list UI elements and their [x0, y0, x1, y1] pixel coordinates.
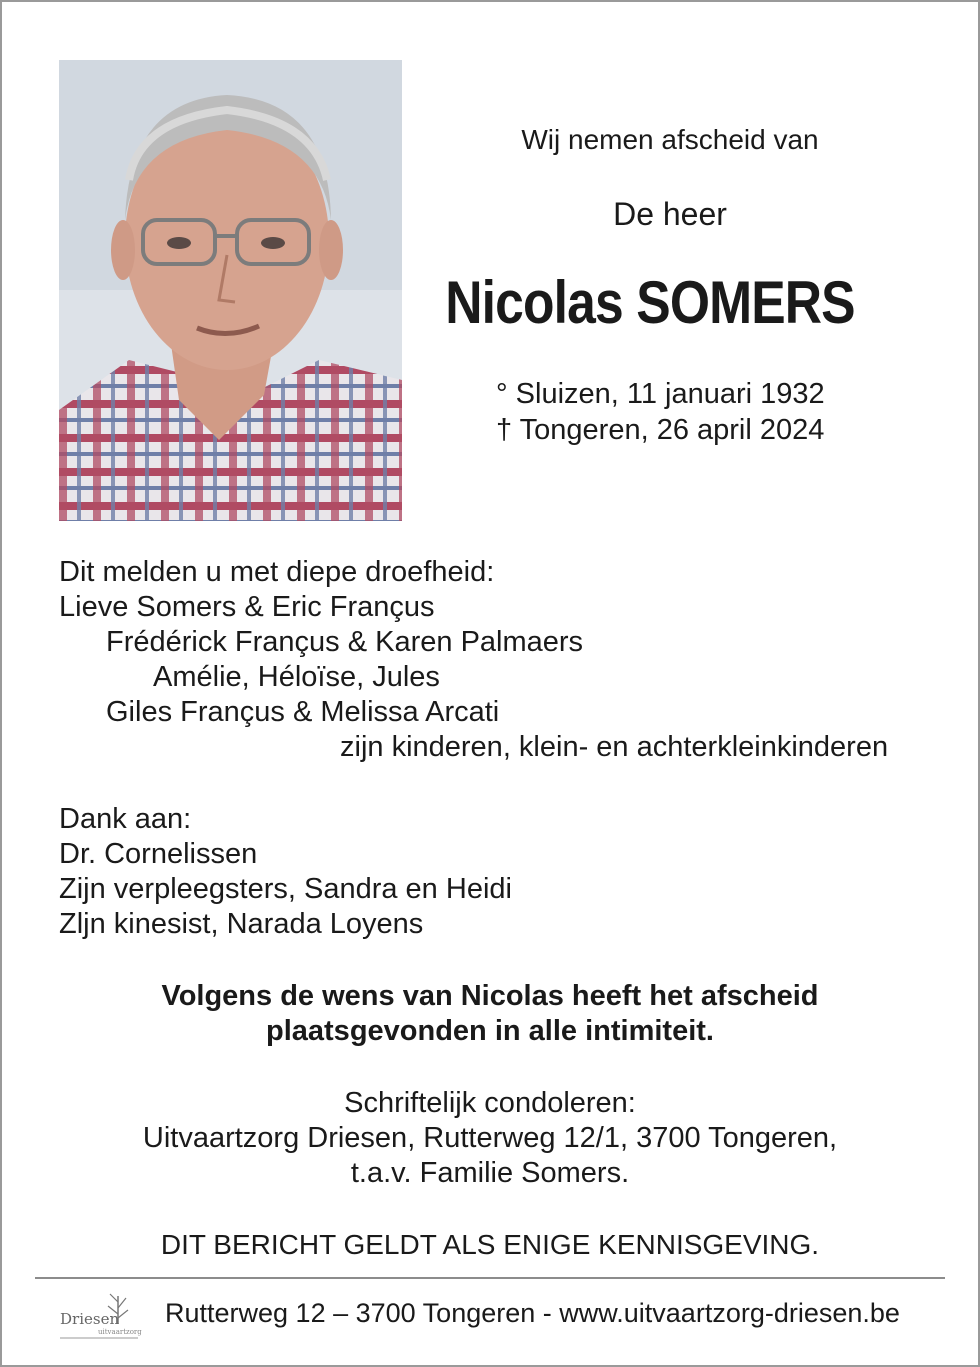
family-line: Frédérick Françus & Karen Palmaers	[106, 626, 584, 658]
wish-line: plaatsgevonden in alle intimiteit.	[266, 1015, 714, 1047]
family-line: Giles Françus & Melissa Arcati	[106, 696, 500, 728]
thanks-line: Dr. Cornelissen	[59, 838, 258, 870]
intro-text: Wij nemen afscheid van	[521, 124, 819, 155]
condolence-address: Uitvaartzorg Driesen, Rutterweg 12/1, 3700 Tongeren,	[142, 1122, 838, 1154]
notice: DIT BERICHT GELDT ALS ENIGE KENNISGEVING.	[160, 1229, 820, 1260]
driesen-logo	[58, 1288, 144, 1344]
condolence-attention: t.a.v. Familie Somers.	[350, 1157, 630, 1189]
wish-line: Volgens de wens van Nicolas heeft het afscheid	[161, 980, 819, 1012]
family-heading: Dit melden u met diepe droefheid:	[59, 556, 495, 588]
family-relation: zijn kinderen, klein- en achterkleinkinderen	[340, 731, 889, 763]
family-line: Lieve Somers & Eric Françus	[59, 591, 435, 623]
family-line: Amélie, Héloïse, Jules	[153, 661, 440, 693]
honorific: De heer	[613, 196, 727, 232]
birth-line: ° Sluizen, 11 januari 1932	[496, 378, 825, 410]
life-dates	[496, 376, 825, 448]
deceased-name: Nicolas SOMERS	[445, 269, 855, 336]
logo-text: Driesen	[60, 1310, 120, 1328]
portrait-photo	[59, 60, 402, 521]
thanks-line: Zijn verpleegsters, Sandra en Heidi	[59, 873, 512, 905]
death-line: † Tongeren, 26 april 2024	[496, 414, 825, 446]
thanks-heading: Dank aan:	[59, 803, 192, 835]
footer-address: Rutterweg 12 – 3700 Tongeren - www.uitvaartzorg-driesen.be	[165, 1298, 900, 1328]
footer-divider	[35, 1277, 945, 1279]
condolence-heading: Schriftelijk condoleren:	[344, 1087, 636, 1119]
logo-subtext: uitvaartzorg	[98, 1328, 142, 1336]
thanks-line: Zljn kinesist, Narada Loyens	[59, 908, 424, 940]
